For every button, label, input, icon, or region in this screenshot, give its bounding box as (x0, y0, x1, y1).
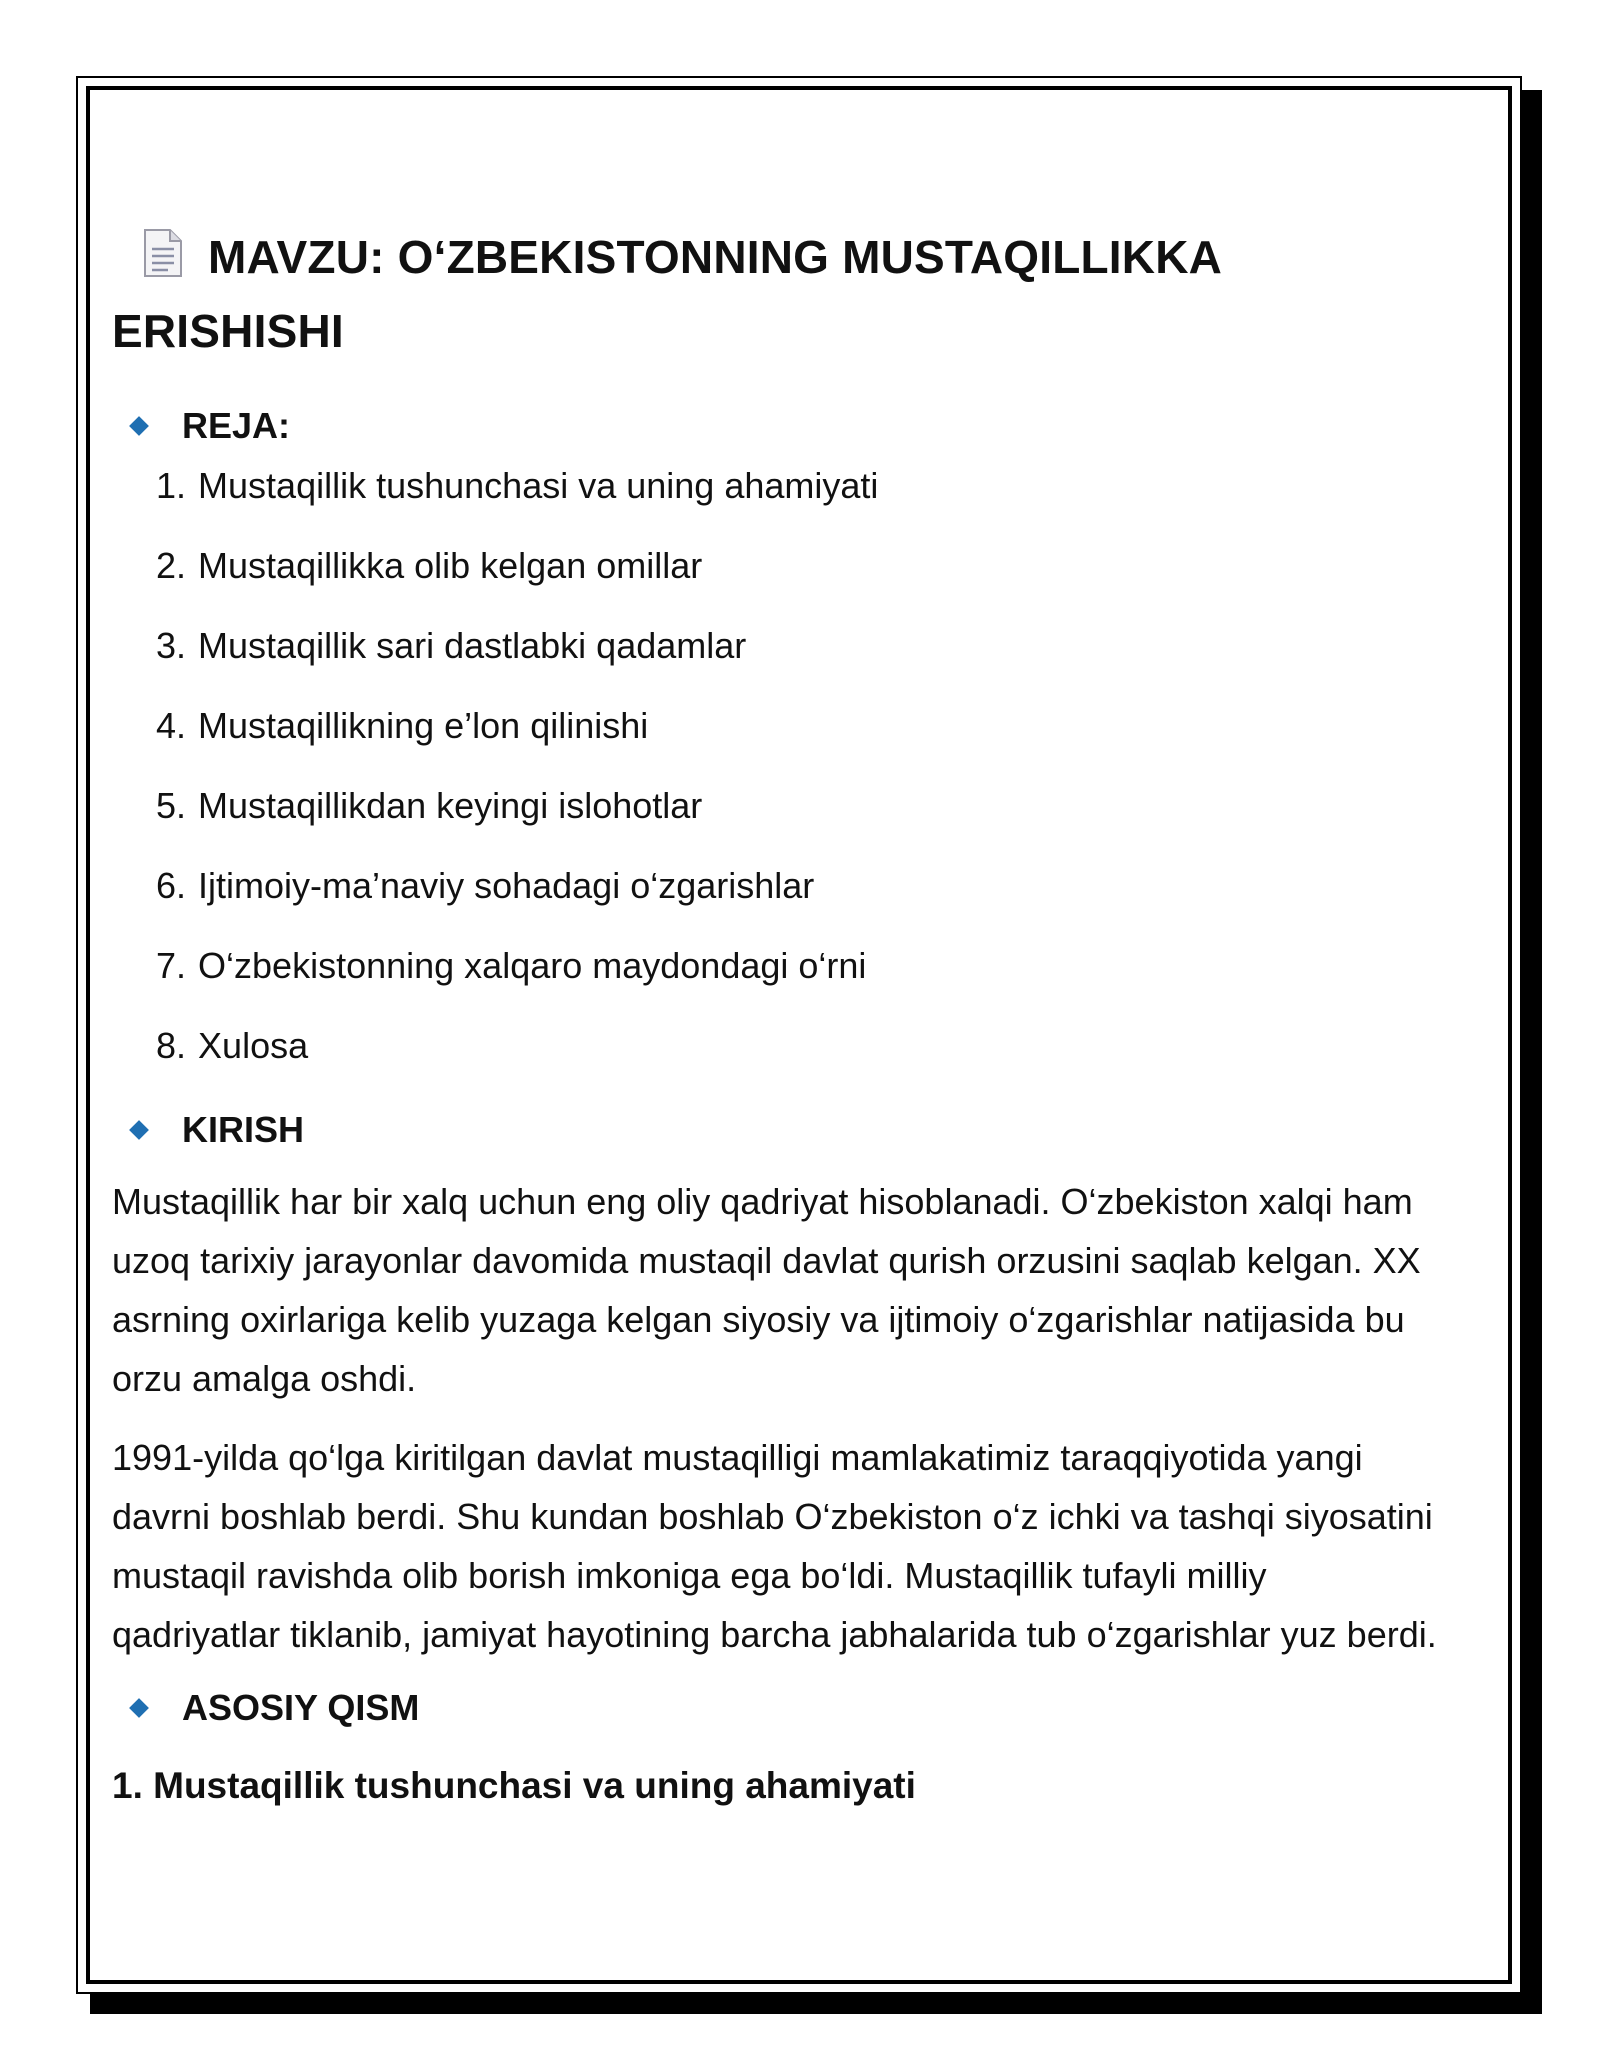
plan-item-number: 1. (156, 465, 187, 506)
plan-item-text: Mustaqillik tushunchasi va uning ahamiyati (198, 465, 879, 506)
document-content (112, 220, 1452, 1806)
main-heading-text: ASOSIY QISM (182, 1687, 420, 1728)
plan-item-text: Mustaqillikning e’lon qilinishi (198, 705, 649, 746)
plan-item-number: 4. (156, 705, 187, 746)
diamond-bullet-icon (129, 1120, 149, 1140)
plan-item-text: O‘zbekistonning xalqaro maydondagi o‘rni (198, 945, 867, 986)
plan-item-number: 8. (156, 1025, 187, 1066)
intro-heading-text: KIRISH (182, 1109, 305, 1150)
document-icon (142, 226, 184, 278)
plan-heading-text: REJA: (182, 405, 291, 446)
main-subheading: 1. Mustaqillik tushunchasi va uning ahamiyati (112, 1765, 916, 1806)
main-heading (112, 1688, 1452, 1728)
plan-item-number: 3. (156, 625, 187, 666)
plan-item-number: 6. (156, 865, 187, 906)
plan-heading (112, 406, 1452, 446)
plan-item (156, 626, 1452, 666)
plan-item (156, 786, 1452, 826)
plan-item (156, 866, 1452, 906)
plan-item-number: 5. (156, 785, 187, 826)
plan-item (156, 946, 1452, 986)
plan-item-text: Mustaqillikdan keyingi islohotlar (198, 785, 703, 826)
plan-item-text: Ijtimoiy-ma’naviy sohadagi o‘zgarishlar (198, 865, 815, 906)
plan-item-number: 2. (156, 545, 187, 586)
document-title (112, 220, 1452, 368)
plan-list (112, 466, 1452, 1066)
diamond-bullet-icon (129, 1698, 149, 1718)
diamond-bullet-icon (129, 416, 149, 436)
plan-item-text: Mustaqillikka olib kelgan omillar (198, 545, 703, 586)
plan-item-number: 7. (156, 945, 187, 986)
plan-item (156, 466, 1452, 506)
document-title-text: MAVZU: O‘ZBEKISTONNING MUSTAQILLIKKA ERISHISHI (112, 231, 1221, 357)
plan-item-text: Xulosa (198, 1025, 309, 1066)
intro-heading (112, 1110, 1452, 1150)
plan-item (156, 706, 1452, 746)
intro-paragraph: Mustaqillik har bir xalq uchun eng oliy qadriyat hisoblanadi. O‘zbekiston xalqi ham uzoq tarixiy jarayonlar davomida mustaqil davlat qurish orzusini saqlab kelgan. XX asrning oxirlariga kelib yuzaga kelgan siyosiy va ijtimoiy o‘zgarishlar natijasida bu orzu amalga oshdi. (112, 1181, 1421, 1399)
plan-item (156, 1026, 1452, 1066)
plan-item-text: Mustaqillik sari dastlabki qadamlar (198, 625, 747, 666)
intro-paragraph: 1991-yilda qo‘lga kiritilgan davlat mustaqilligi mamlakatimiz taraqqiyotida yangi davrni boshlab berdi. Shu kundan boshlab O‘zbekiston o‘z ichki va tashqi siyosatini mustaqil ravishda olib borish imkoniga ega bo‘ldi. Mustaqillik tufayli milliy qadriyatlar tiklanib, jamiyat hayotining barcha jabhalarida tub o‘zgarishlar yuz berdi. (112, 1437, 1437, 1655)
plan-item (156, 546, 1452, 586)
